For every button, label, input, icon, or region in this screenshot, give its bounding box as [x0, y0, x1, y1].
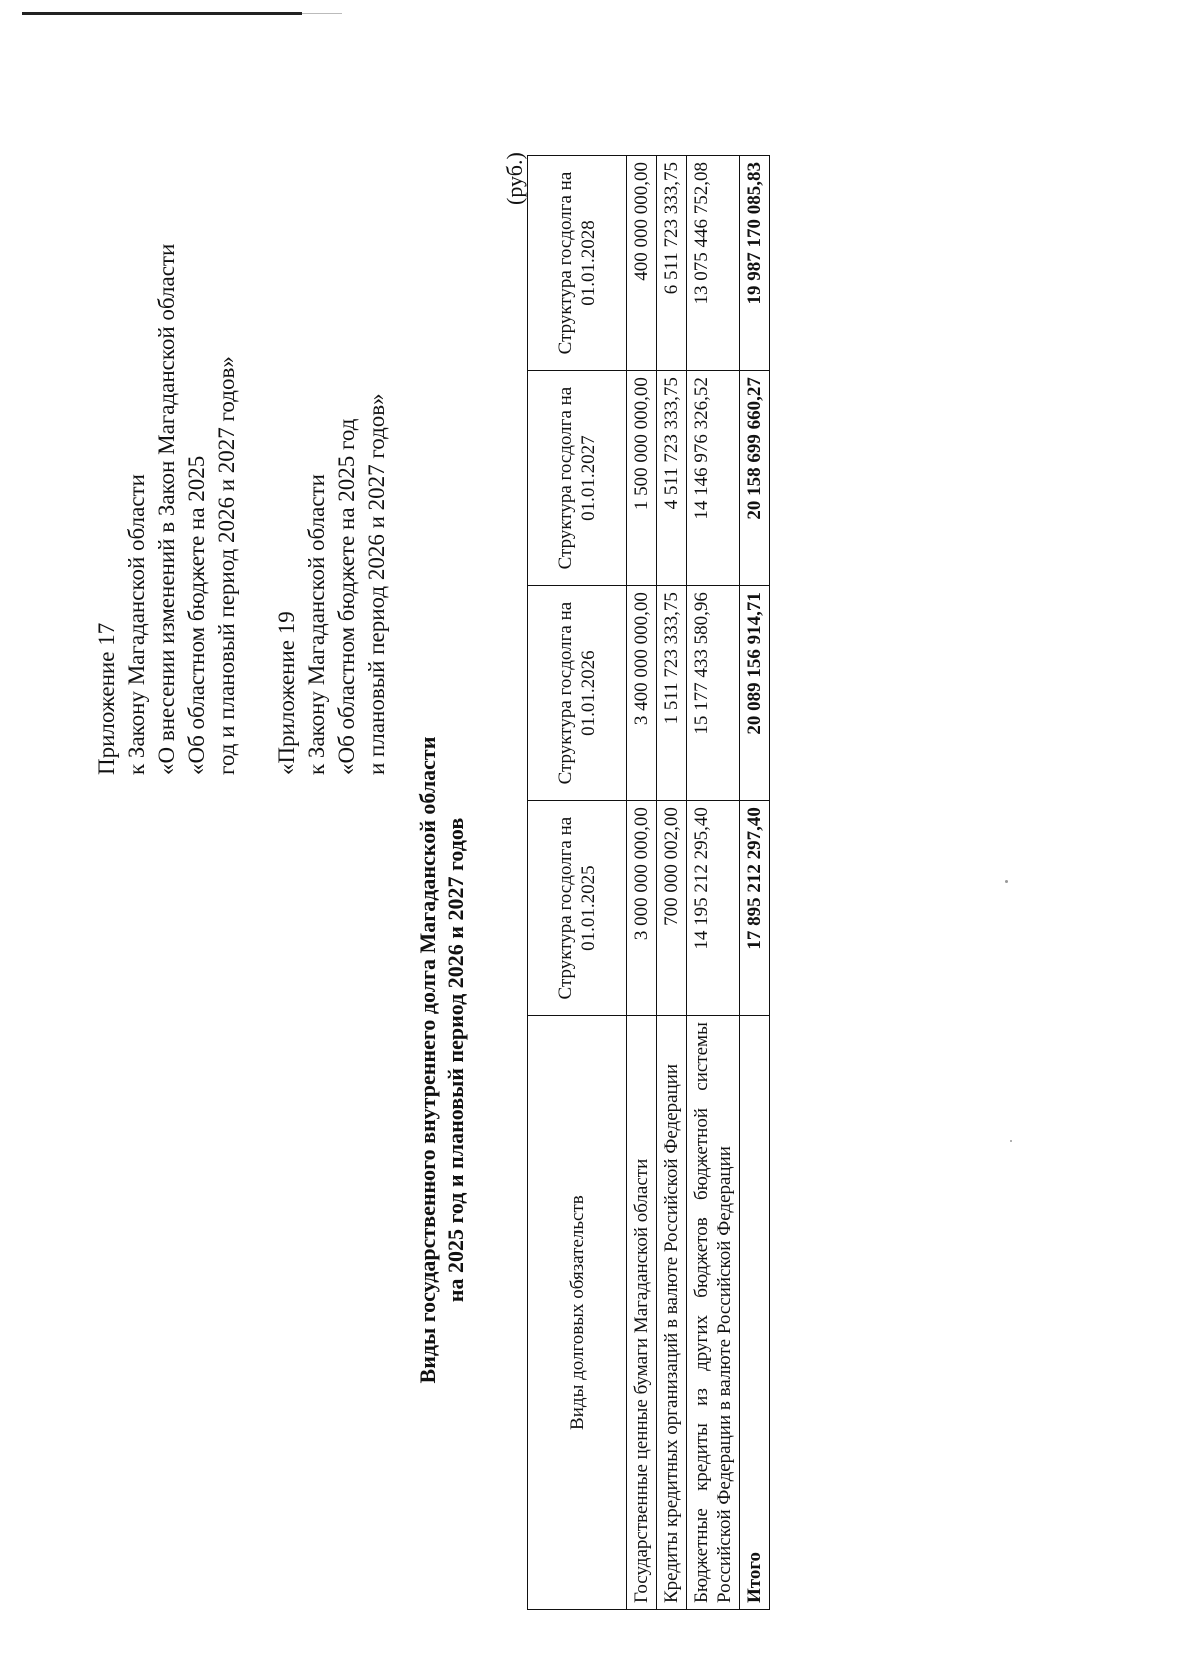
scan-artifact-line-faint	[302, 13, 342, 14]
value-cell: 400 000 000,00	[627, 156, 657, 371]
appendix-17-header	[92, 243, 242, 775]
value-cell: 3 000 000 000,00	[627, 801, 657, 1016]
scan-speck	[1005, 880, 1008, 883]
total-value-cell: 17 895 212 297,40	[740, 801, 770, 1016]
total-value-cell: 19 987 170 085,83	[740, 156, 770, 371]
total-value-cell: 20 158 699 660,27	[740, 371, 770, 586]
value-cell: 1 511 723 333,75	[657, 586, 687, 801]
debt-type-cell: Кредиты кредитных организаций в валюте Российской Федерации	[657, 1016, 687, 1610]
table-row	[627, 156, 657, 1610]
value-cell: 6 511 723 333,75	[657, 156, 687, 371]
table-total-row	[740, 156, 770, 1610]
debt-type-cell: Бюджетные кредиты из других бюджетов бюджетной системы Российской Федерации в валюте Российской Федерации	[687, 1016, 740, 1610]
appendix-17-line: к Закону Магаданской области	[124, 474, 149, 775]
appendix-17-line: год и плановый период 2026 и 2027 годов»	[214, 356, 239, 775]
document-title-line: Виды государственного внутреннего долга Магаданской области	[415, 736, 440, 1384]
scan-speck	[1010, 1140, 1012, 1142]
document-title-line: на 2025 год и плановый период 2026 и 2027 годов	[443, 817, 468, 1303]
appendix-19-line: и плановый период 2026 и 2027 годов»	[364, 393, 389, 775]
appendix-19-line: «Об областном бюджете на 2025 год	[334, 418, 359, 775]
total-label-cell: Итого	[740, 1016, 770, 1610]
appendix-19-line: к Закону Магаданской области	[304, 474, 329, 775]
table-row	[657, 156, 687, 1610]
currency-unit: (руб.)	[502, 152, 527, 205]
debt-structure-table	[527, 155, 770, 1610]
value-cell: 700 000 002,00	[657, 801, 687, 1016]
table-row	[687, 156, 740, 1610]
scan-artifact-line	[22, 12, 302, 15]
header-structure-2025: Структура госдолга на 01.01.2025	[528, 801, 627, 1016]
document-page-rotated	[92, 50, 992, 1610]
value-cell: 14 195 212 295,40	[687, 801, 740, 1016]
value-cell: 4 511 723 333,75	[657, 371, 687, 586]
total-value-cell: 20 089 156 914,71	[740, 586, 770, 801]
appendix-19-line: «Приложение 19	[274, 611, 299, 775]
value-cell: 1 500 000 000,00	[627, 371, 657, 586]
value-cell: 14 146 976 326,52	[687, 371, 740, 586]
appendix-19-header	[272, 255, 392, 775]
header-structure-2027: Структура госдолга на 01.01.2027	[528, 371, 627, 586]
table-header-row	[528, 156, 627, 1610]
appendix-17-line: «О внесении изменений в Закон Магаданской области	[154, 243, 179, 775]
value-cell: 13 075 446 752,08	[687, 156, 740, 371]
header-debt-type: Виды долговых обязательств	[528, 1016, 627, 1610]
value-cell: 15 177 433 580,96	[687, 586, 740, 801]
header-structure-2026: Структура госдолга на 01.01.2026	[528, 586, 627, 801]
document-title	[414, 510, 470, 1610]
appendix-17-line: Приложение 17	[94, 622, 119, 775]
header-structure-2028: Структура госдолга на 01.01.2028	[528, 156, 627, 371]
debt-type-cell: Государственные ценные бумаги Магаданской области	[627, 1016, 657, 1610]
value-cell: 3 400 000 000,00	[627, 586, 657, 801]
appendix-17-line: «Об областном бюджете на 2025	[184, 455, 209, 775]
